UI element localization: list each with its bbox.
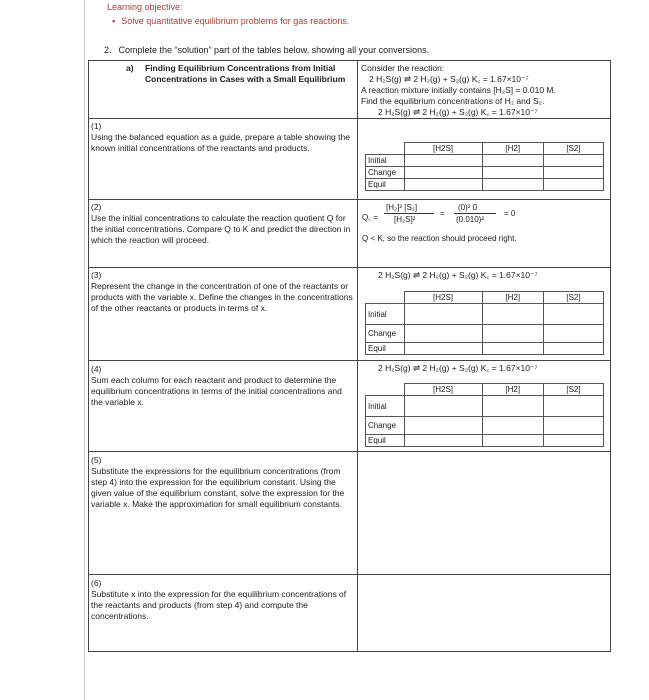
ice-cell[interactable]	[404, 155, 482, 167]
row-divider	[88, 360, 611, 361]
fraction-bar	[384, 213, 434, 214]
row-divider	[88, 267, 611, 268]
part-label: a)	[126, 63, 134, 73]
ice-table-3	[365, 291, 604, 355]
table-column-divider	[357, 60, 358, 652]
step-number: (2)	[91, 202, 102, 212]
table-border-right	[610, 60, 611, 652]
ice-cell[interactable]	[543, 167, 603, 179]
ice-cell[interactable]	[482, 396, 543, 417]
ice-col-header: [H2]	[482, 292, 543, 304]
problem-reaction: 2 H₂S(g) ⇌ 2 H₂(g) + S₂(g) K꜀ = 1.67×10⁻⁷	[369, 74, 529, 84]
step-number: (3)	[91, 270, 102, 280]
step-text: Substitute the expressions for the equilibrium concentrations (from step 4) into the expression for the equilibrium constant. Using the given value of the equilibrium constant, solve the expression for the variable x. Make the approximation for small equilibrium constants.	[91, 466, 345, 509]
learning-objective-item	[112, 16, 349, 26]
step-5	[91, 455, 355, 510]
ice-cell[interactable]	[404, 179, 482, 191]
value-numerator: (0)² 0	[458, 203, 478, 212]
step-number: (1)	[91, 121, 102, 131]
equals-sign: =	[440, 209, 445, 218]
q-conclusion: Q < K, so the reaction should proceed right.	[362, 234, 517, 243]
ice-col-header: [S2]	[543, 384, 603, 396]
step-text: Substitute x into the expression for the equilibrium concentrations of the reactants and products (from step 4) and compute the concentrations.	[91, 589, 347, 621]
ice-col-header: [H2S]	[404, 384, 482, 396]
table-border-top	[88, 60, 611, 61]
fraction-bar	[454, 213, 496, 214]
problem-line: A reaction mixture initially contains [H₂S] = 0.010 M.	[361, 85, 556, 95]
problem-statement	[361, 63, 609, 107]
ice-cell[interactable]	[543, 417, 603, 435]
step-2-solution	[362, 203, 608, 263]
q-expression-label: Q꜀ =	[362, 213, 378, 222]
ice-cell[interactable]	[543, 396, 603, 417]
ice-row-label: Equil	[366, 179, 405, 191]
ice-cell[interactable]	[482, 343, 543, 355]
table-border-left	[88, 60, 89, 652]
step-text: Represent the change in the concentration of one of the reactants or products with the variable x. Define the changes in the concentrations of the other reactants or products in terms of x.	[91, 281, 353, 313]
step-1	[91, 121, 355, 154]
ice-cell[interactable]	[482, 179, 543, 191]
ice-row-label: Change	[366, 417, 405, 435]
step-text: Use the initial concentrations to calculate the reaction quotient Q for the initial concentrations. Compare Q to K and predict the direction in which the reaction will proceed.	[91, 213, 351, 245]
reaction-line: 2 H₂S(g) ⇌ 2 H₂(g) + S₂(g) K꜀ = 1.67×10⁻⁷	[378, 270, 538, 280]
ice-cell[interactable]	[404, 417, 482, 435]
ice-table-4	[365, 383, 604, 447]
step-2	[91, 202, 355, 246]
ice-cell[interactable]	[404, 167, 482, 179]
question-number: 2.	[104, 45, 112, 55]
ice-cell[interactable]	[482, 167, 543, 179]
ice-col-header: [H2S]	[404, 292, 482, 304]
reaction-line: 2 H₂S(g) ⇌ 2 H₂(g) + S₂(g) K꜀ = 1.67×10⁻⁷	[378, 107, 538, 117]
ice-cell[interactable]	[543, 343, 603, 355]
step-text: Using the balanced equation as a guide, prepare a table showing the known initial concentrations of the reactants and products.	[91, 132, 350, 153]
row-divider	[88, 451, 611, 452]
q-result: = 0	[504, 209, 516, 218]
ice-col-header: [H2S]	[404, 143, 482, 155]
row-divider	[88, 574, 611, 575]
ice-col-header: [H2]	[482, 143, 543, 155]
ice-cell[interactable]	[404, 343, 482, 355]
ice-cell[interactable]	[404, 435, 482, 447]
step-number: (6)	[91, 578, 102, 588]
step-6	[91, 578, 355, 622]
ice-cell[interactable]	[404, 325, 482, 343]
ice-cell[interactable]	[482, 325, 543, 343]
step-4	[91, 364, 355, 408]
reaction-line: 2 H₂S(g) ⇌ 2 H₂(g) + S₂(g) K꜀ = 1.67×10⁻⁷	[378, 363, 538, 373]
ice-col-header: [H2]	[482, 384, 543, 396]
ice-cell[interactable]	[482, 417, 543, 435]
ice-cell[interactable]	[404, 396, 482, 417]
problem-line: Find the equilibrium concentrations of H₂ and S₂.	[361, 96, 545, 106]
table-border-bottom	[88, 651, 611, 652]
q-denominator: [H₂S]²	[394, 215, 416, 224]
ice-row-label: Equil	[366, 435, 405, 447]
learning-objective-text: Solve quantitative equilibrium problems for gas reactions.	[121, 16, 350, 26]
question-text: Complete the “solution” part of the tables below, showing all your conversions.	[118, 45, 430, 55]
question-2	[104, 45, 429, 55]
step-number: (5)	[91, 455, 102, 465]
ice-cell[interactable]	[543, 325, 603, 343]
ice-row-label: Initial	[366, 304, 405, 325]
ice-cell[interactable]	[482, 435, 543, 447]
ice-cell[interactable]	[543, 304, 603, 325]
row-divider	[88, 118, 611, 119]
problem-line: Consider the reaction:	[361, 63, 445, 73]
part-title: Finding Equilibrium Concentrations from Initial Concentrations in Cases with a Small Equilibrium	[145, 63, 346, 84]
ice-cell[interactable]	[404, 304, 482, 325]
step-6-solution-area[interactable]	[359, 576, 609, 650]
bullet-icon: ▪	[112, 16, 116, 26]
learning-objective-title: Learning objective:	[107, 2, 183, 12]
step-3	[91, 270, 355, 314]
ice-cell[interactable]	[482, 155, 543, 167]
ice-row-label: Change	[366, 167, 405, 179]
step-number: (4)	[91, 364, 102, 374]
ice-row-label: Initial	[366, 155, 405, 167]
ice-cell[interactable]	[543, 179, 603, 191]
q-numerator: [H₂]² [S₂]	[386, 203, 418, 212]
step-5-solution-area[interactable]	[359, 453, 609, 572]
ice-cell[interactable]	[543, 155, 603, 167]
ice-row-label: Change	[366, 325, 405, 343]
ice-row-label: Equil	[366, 343, 405, 355]
ice-row-label: Initial	[366, 396, 405, 417]
value-denominator: (0.010)²	[456, 215, 485, 224]
ice-col-header: [S2]	[543, 143, 603, 155]
ice-col-header: [S2]	[543, 292, 603, 304]
step-text: Sum each column for each reactant and product to determine the equilibrium concentrations in terms of the initial concentrations and the variable x.	[91, 375, 342, 407]
ice-table-1	[365, 142, 604, 191]
row-divider	[88, 199, 611, 200]
ice-cell[interactable]	[482, 304, 543, 325]
ice-cell[interactable]	[543, 435, 603, 447]
